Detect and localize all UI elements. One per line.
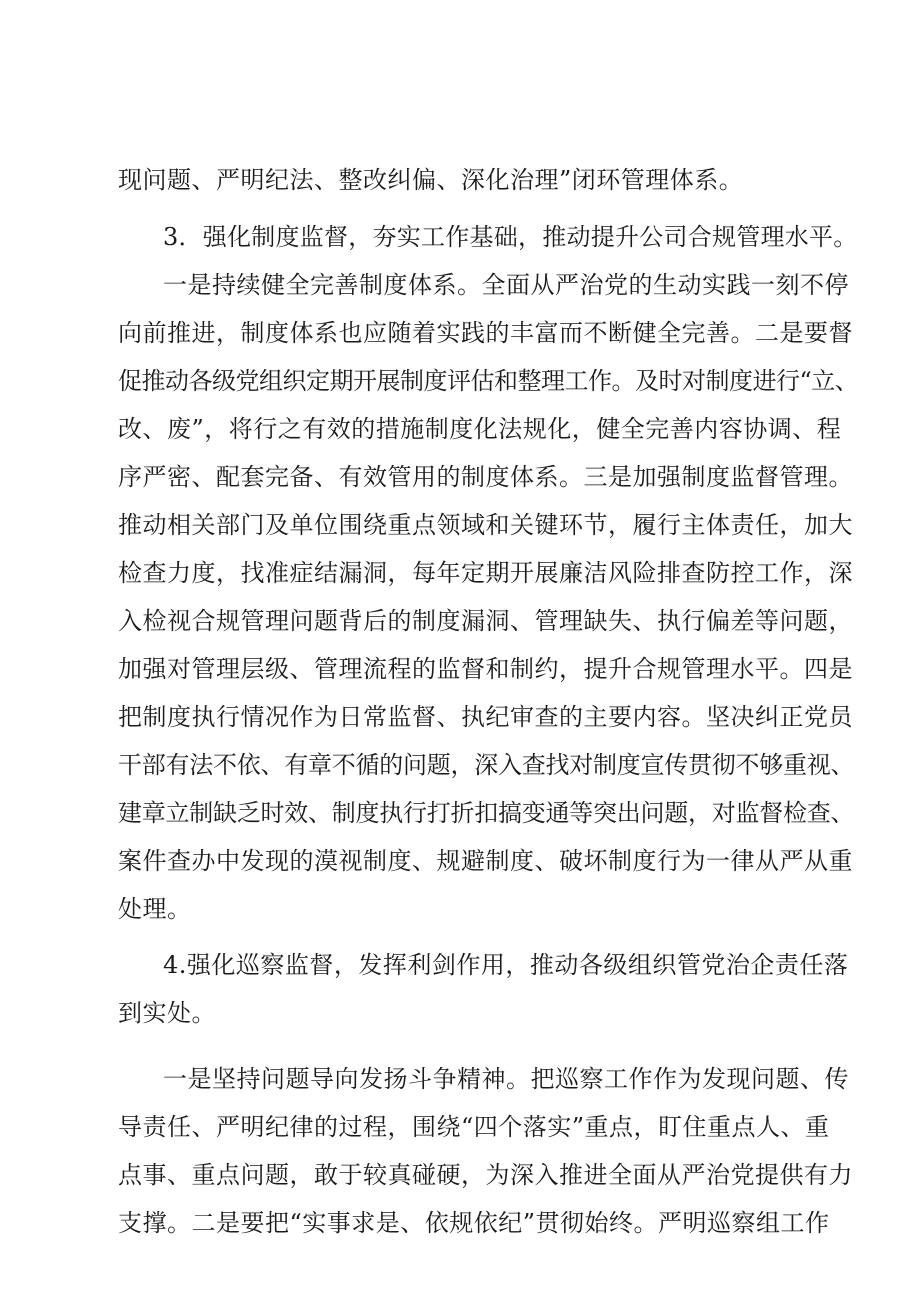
text-line: 改、废”，将行之有效的措施制度化法规化，健全完善内容协调、程 — [118, 415, 842, 443]
text-line: 建章立制缺乏时效、制度执行打折扣搞变通等突出问题，对监督检查、 — [118, 799, 855, 827]
text-line: 检查力度，找准症结漏洞，每年定期开展廉洁风险排查防控工作，深 — [118, 559, 853, 587]
text-line: 促推动各级党组织定期开展制度评估和整理工作。及时对制度进行“立、 — [118, 367, 859, 395]
text-line: 到实处。 — [118, 999, 216, 1027]
text-line: 加强对管理层级、管理流程的监督和制约，提升合规管理水平。四是 — [118, 655, 853, 683]
text-line: 一是持续健全完善制度体系。全面从严治党的生动实践一刻不停 — [163, 271, 849, 299]
text-line: 导责任、严明纪律的过程，围绕“四个落实”重点，盯住重点人、重 — [118, 1113, 830, 1141]
text-line: 序严密、配套完备、有效管用的制度体系。三是加强制度监督管理。 — [118, 463, 853, 491]
text-line: 一是坚持问题导向发扬斗争精神。把巡察工作作为发现问题、传 — [163, 1065, 849, 1093]
text-line: 干部有法不依、有章不循的问题，深入查找对制度宣传贯彻不够重视、 — [118, 751, 855, 779]
text-line: 入检视合规管理问题背后的制度漏洞、管理缺失、执行偏差等问题， — [118, 607, 853, 635]
section-heading-3: 3．强化制度监督，夯实工作基础，推动提升公司合规管理水平。 — [163, 223, 858, 251]
text-line: 点事、重点问题，敢于较真碰硬，为深入推进全面从严治党提供有力 — [118, 1161, 853, 1189]
section-heading-4: 4.强化巡察监督，发挥利剑作用，推动各级组织管党治企责任落 — [163, 951, 849, 979]
text-line: 处理。 — [118, 895, 192, 923]
text-line: 推动相关部门及单位围绕重点领域和关键环节，履行主体责任，加大 — [118, 511, 853, 539]
text-line: 现问题、严明纪法、整改纠偏、深化治理”闭环管理体系。 — [118, 166, 744, 194]
text-line: 支撑。二是要把“实事求是、依规依纪”贯彻始终。严明巡察组工作 — [118, 1209, 830, 1237]
text-line: 向前推进，制度体系也应随着实践的丰富而不断健全完善。二是要督 — [118, 319, 853, 347]
text-line: 把制度执行情况作为日常监督、执纪审查的主要内容。坚决纠正党员 — [118, 703, 853, 731]
text-line: 案件查办中发现的漠视制度、规避制度、破坏制度行为一律从严从重 — [118, 847, 853, 875]
